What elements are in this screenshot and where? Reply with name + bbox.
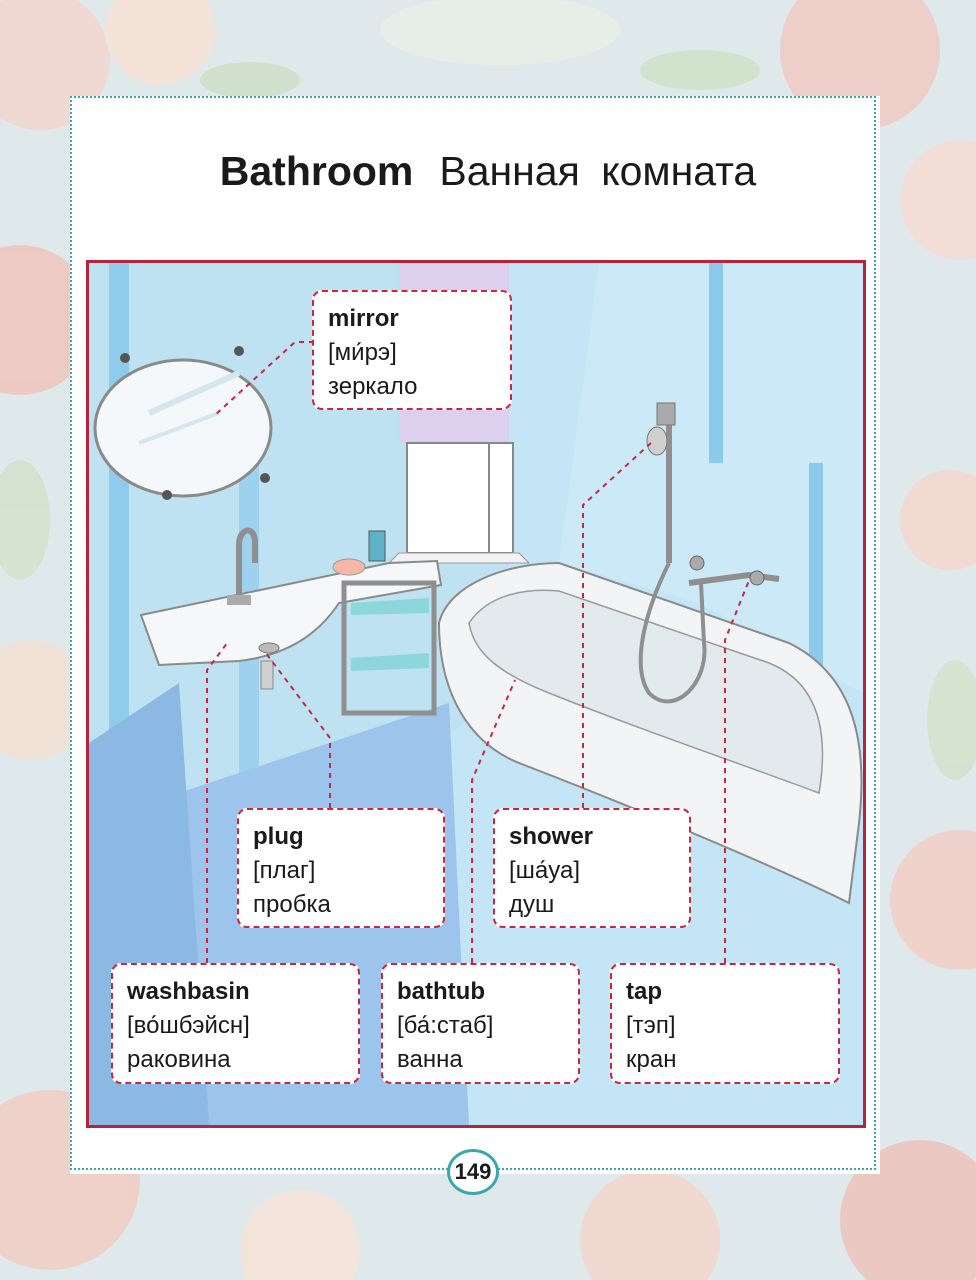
transcription-tap: [тэп] xyxy=(626,1012,676,1039)
word-washbasin: washbasin xyxy=(127,978,250,1005)
label-mirror xyxy=(312,290,512,410)
label-shower xyxy=(493,808,691,928)
word-tap: tap xyxy=(626,978,662,1005)
title-russian: Ванная комната xyxy=(439,148,757,194)
word-mirror: mirror xyxy=(328,305,399,332)
title-english: Bathroom xyxy=(219,148,414,194)
translation-shower: душ xyxy=(509,891,555,918)
transcription-mirror: [ми́рэ] xyxy=(328,339,397,366)
label-washbasin xyxy=(111,963,360,1084)
page-number: 149 xyxy=(447,1149,499,1195)
page-title xyxy=(0,148,976,195)
translation-plug: пробка xyxy=(253,891,331,918)
word-shower: shower xyxy=(509,823,594,850)
word-plug: plug xyxy=(253,823,304,850)
label-bathtub xyxy=(381,963,580,1084)
word-bathtub: bathtub xyxy=(397,978,485,1005)
translation-mirror: зеркало xyxy=(328,373,418,400)
translation-tap: кран xyxy=(626,1046,677,1073)
translation-bathtub: ванна xyxy=(397,1046,463,1073)
transcription-washbasin: [во́шбэйсн] xyxy=(127,1012,250,1039)
transcription-shower: [ша́уа] xyxy=(509,857,581,884)
label-tap xyxy=(610,963,840,1084)
translation-washbasin: раковина xyxy=(127,1046,231,1073)
label-plug xyxy=(237,808,445,928)
transcription-plug: [плаг] xyxy=(253,857,316,884)
transcription-bathtub: [ба́:стаб] xyxy=(397,1012,494,1039)
